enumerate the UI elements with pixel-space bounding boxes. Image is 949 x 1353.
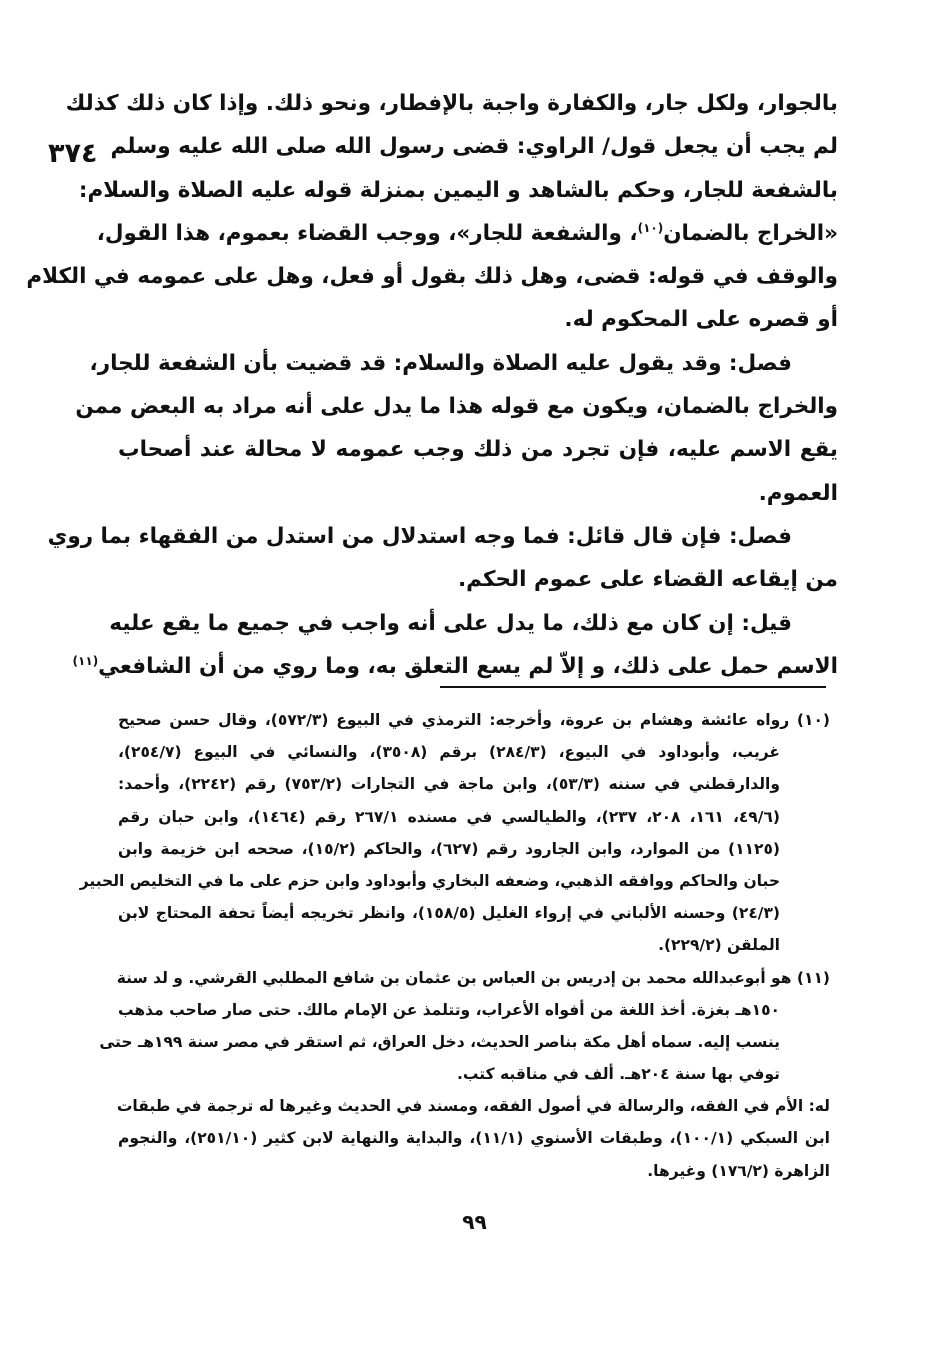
main-line: فصل: فإن قال قائل: فما وجه استدلال من استدل من الفقهاء بما روي xyxy=(47,523,792,549)
main-line-part: «الخراج بالضمان xyxy=(663,220,838,246)
margin-page-reference: ٣٧٤ xyxy=(48,138,98,169)
main-line: بالجوار، ولكل جار، والكفارة واجبة بالإفطار، ونحو ذلك. وإذا كان ذلك كذلك xyxy=(65,91,838,116)
footnote-10-line: غريب، وأبوداود في البيوع، (٢٨٤/٣) برقم (٣٥٠٨)، والنسائي في البيوع (٢٥٤/٧)، xyxy=(118,743,780,762)
footnotes xyxy=(79,704,830,1187)
footnote-10-line: حبان والحاكم ووافقه الذهبي، وضعفه البخاري وأبوداود وابن حزم على ما في التخليص الحبير xyxy=(79,871,780,890)
footnote-11-line: ينسب إليه. سماه أهل مكة بناصر الحديث، دخل العراق، ثم استقر في مصر سنة ١٩٩هـ حتى xyxy=(99,1032,780,1051)
page-number: ٩٩ xyxy=(462,1210,487,1234)
main-line: والوقف في قوله: قضى، وهل ذلك بقول أو فعل، وهل على عمومه في الكلام xyxy=(26,264,838,290)
main-line: والخراج بالضمان، ويكون مع قوله هذا ما يدل على أنه مراد به البعض ممن xyxy=(75,394,838,420)
footnote-11-works-line: له: الأم في الفقه، والرسالة في أصول الفقه، ومسند في الحديث وغيرها له ترجمة في طبقات xyxy=(116,1097,830,1116)
main-line: العموم. xyxy=(758,480,838,506)
main-line xyxy=(72,645,838,688)
footnote-10-line: والدارقطني في سننه (٥٣/٣)، وابن ماجة في التجارات (٧٥٣/٢) رقم (٢٢٤٢)، وأحمد: xyxy=(118,775,781,794)
footnote-10-line: (٤٩/٦، ١٦١، ٢٠٨، ٢٣٧)، والطيالسي في مسنده ٢٦٧/١ رقم (١٤٦٤)، وابن حبان رقم xyxy=(118,807,780,826)
main-line-part: ، والشفعة للجار»، ووجب القضاء بعموم، هذا القول، xyxy=(96,220,638,246)
main-line: قيل: إن كان مع ذلك، ما يدل على أنه واجب في جميع ما يقع عليه xyxy=(109,610,792,636)
footnote-10-line: (١٠) رواه عائشة وهشام بن عروة، وأخرجه: الترمذي في البيوع (٥٧٢/٣)، وقال حسن صحيح xyxy=(118,711,830,729)
main-line: أو قصره على المحكوم له. xyxy=(564,307,838,333)
footnote-11-line: ١٥٠هـ بغزة. أخذ اللغة من أفواه الأعراب، وتتلمذ عن الإمام مالك. حتى صار صاحب مذهب xyxy=(118,1000,780,1019)
main-line: فصل: وقد يقول عليه الصلاة والسلام: قد قضيت بأن الشفعة للجار، xyxy=(89,350,792,376)
footnote-11-works-line: ابن السبكي (١٠٠/١)، وطبقات الأسنوي (١١/١)، والبداية والنهاية لابن كثير (٢٥١/١٠)، والنجوم xyxy=(118,1129,830,1148)
main-line-part: الاسم حمل على ذلك، و إلاّ لم يسع التعلق به، وما روي من أن الشافعي xyxy=(98,653,838,679)
footnote-10-line: الملقن (٢٢٩/٢). xyxy=(658,936,780,955)
footnote-separator xyxy=(440,686,826,688)
main-line: لم يجب أن يجعل قول/ الراوي: قضى رسول الله صلى الله عليه وسلم xyxy=(110,134,838,160)
main-line: يقع الاسم عليه، فإن تجرد من ذلك وجب عمومه لا محالة عند أصحاب xyxy=(118,437,838,463)
footnote-11-works-line: الزاهرة (١٧٦/٢) وغيرها. xyxy=(647,1161,830,1180)
footnote-ref-11: (١١) xyxy=(72,653,99,668)
footnote-10-line: (٢٤/٣) وحسنه الألباني في إرواء الغليل (١٥٨/٥)، وانظر تخريجه أيضاً تحفة المحتاج لابن xyxy=(118,904,780,923)
main-line: بالشفعة للجار، وحكم بالشاهد و اليمين بمنزلة قوله عليه الصلاة والسلام: xyxy=(78,177,838,203)
main-line: من إيقاعه القضاء على عموم الحكم. xyxy=(458,567,838,593)
footnote-11-line: توفي بها سنة ٢٠٤هـ. ألف في مناقبه كتب. xyxy=(457,1065,780,1084)
footnote-10-line: (١١٢٥) من الموارد، وابن الجارود رقم (٦٢٧)، والحاكم (١٥/٢)، صححه ابن خزيمة وابن xyxy=(118,839,781,858)
footnote-ref-10: (١٠) xyxy=(637,220,664,235)
footnote-11-line: (١١) هو أبوعبدالله محمد بن إدريس بن العباس بن عثمان بن شافع المطلبي القرشي. و لد سنة xyxy=(116,968,830,987)
main-line xyxy=(96,212,838,255)
